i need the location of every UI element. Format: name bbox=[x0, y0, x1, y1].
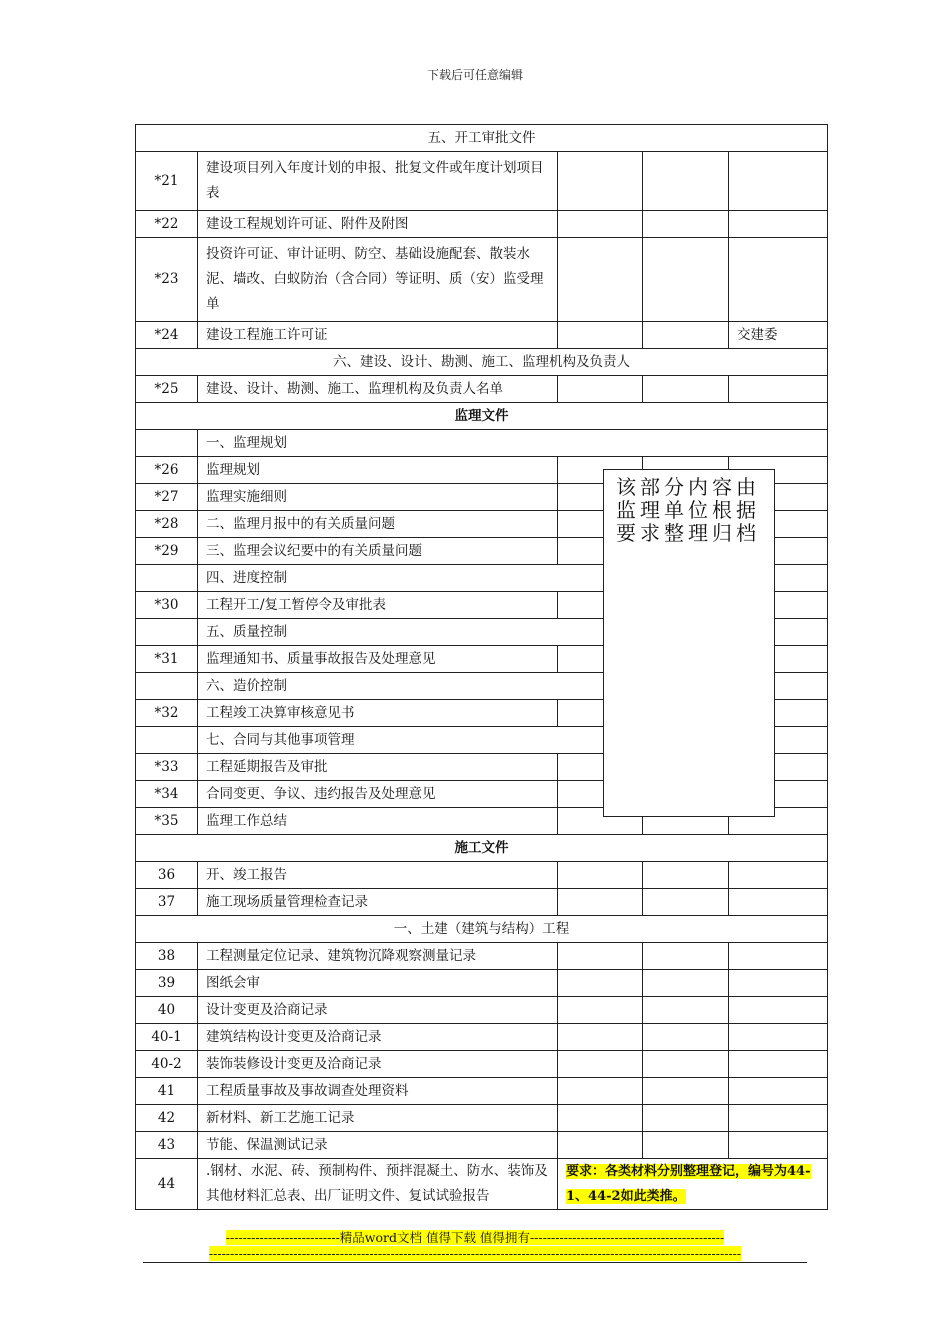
requirement-note: 要求：各类材料分别整理登记，编号为44-1、44-2如此类推。 bbox=[566, 1164, 811, 1204]
table-row bbox=[136, 970, 828, 997]
subsection-title: 一、监理规划 bbox=[198, 430, 828, 457]
blank-cell bbox=[558, 970, 643, 997]
item-title: 建设工程施工许可证 bbox=[198, 322, 558, 349]
item-number: *30 bbox=[136, 592, 198, 619]
item-number: 44 bbox=[136, 1159, 198, 1210]
item-title: 工程竣工决算审核意见书 bbox=[198, 700, 558, 727]
section-heading: 五、开工审批文件 bbox=[136, 125, 828, 152]
footer-rule bbox=[143, 1262, 807, 1263]
item-title: 建设项目列入年度计划的申报、批复文件或年度计划项目表 bbox=[198, 152, 558, 211]
table-row bbox=[136, 430, 828, 457]
blank-cell bbox=[558, 1078, 643, 1105]
blank-cell bbox=[558, 1132, 643, 1159]
blank-cell bbox=[643, 1024, 729, 1051]
remark-cell bbox=[729, 211, 828, 238]
item-number: 39 bbox=[136, 970, 198, 997]
item-number: *22 bbox=[136, 211, 198, 238]
item-number: *29 bbox=[136, 538, 198, 565]
requirement-note-cell bbox=[558, 1159, 828, 1210]
blank-cell bbox=[558, 376, 643, 403]
table-row bbox=[136, 125, 828, 152]
item-number: 36 bbox=[136, 862, 198, 889]
footer-line-2: ------------------------------------------------------------------------------------------------------------------------------ bbox=[208, 1246, 742, 1261]
item-title: 监理通知书、质量事故报告及处理意见 bbox=[198, 646, 558, 673]
blank-cell bbox=[643, 997, 729, 1024]
item-number: 37 bbox=[136, 889, 198, 916]
item-number: 43 bbox=[136, 1132, 198, 1159]
blank-cell bbox=[558, 211, 643, 238]
table-row bbox=[136, 403, 828, 430]
section-heading: 监理文件 bbox=[136, 403, 828, 430]
remark-cell bbox=[729, 1078, 828, 1105]
subsection-title: 四、进度控制 bbox=[198, 565, 828, 592]
item-number: *35 bbox=[136, 808, 198, 835]
item-number bbox=[136, 565, 198, 592]
item-number: 40-2 bbox=[136, 1051, 198, 1078]
blank-cell bbox=[558, 1105, 643, 1132]
section-heading: 六、建设、设计、勘测、施工、监理机构及负责人 bbox=[136, 349, 828, 376]
subsection-title: 六、造价控制 bbox=[198, 673, 828, 700]
item-title: 二、监理月报中的有关质量问题 bbox=[198, 511, 558, 538]
item-title: 工程质量事故及事故调查处理资料 bbox=[198, 1078, 558, 1105]
blank-cell bbox=[643, 211, 729, 238]
item-title: 图纸会审 bbox=[198, 970, 558, 997]
item-number: *32 bbox=[136, 700, 198, 727]
item-number: 38 bbox=[136, 943, 198, 970]
blank-cell bbox=[558, 943, 643, 970]
remark-cell bbox=[729, 862, 828, 889]
item-number: *23 bbox=[136, 238, 198, 322]
blank-cell bbox=[643, 1132, 729, 1159]
blank-cell bbox=[643, 1078, 729, 1105]
blank-cell bbox=[643, 862, 729, 889]
table-row bbox=[136, 1024, 828, 1051]
blank-cell bbox=[643, 1051, 729, 1078]
blank-cell bbox=[558, 997, 643, 1024]
item-title: 节能、保温测试记录 bbox=[198, 1132, 558, 1159]
remark-cell bbox=[729, 238, 828, 322]
item-number: *31 bbox=[136, 646, 198, 673]
remark-cell: 交建委 bbox=[729, 322, 828, 349]
item-number: 42 bbox=[136, 1105, 198, 1132]
remark-cell bbox=[729, 943, 828, 970]
remark-cell bbox=[729, 1024, 828, 1051]
item-title: 投资许可证、审计证明、防空、基础设施配套、散装水泥、墙改、白蚁防治（含合同）等证明、质（安）监受理单 bbox=[198, 238, 558, 322]
note-box bbox=[603, 469, 775, 817]
remark-cell bbox=[729, 376, 828, 403]
item-number: 40-1 bbox=[136, 1024, 198, 1051]
remark-cell bbox=[729, 1051, 828, 1078]
table-row bbox=[136, 943, 828, 970]
blank-cell bbox=[558, 1051, 643, 1078]
remark-cell bbox=[729, 1105, 828, 1132]
item-number bbox=[136, 430, 198, 457]
item-title: 合同变更、争议、违约报告及处理意见 bbox=[198, 781, 558, 808]
item-title: 建筑结构设计变更及洽商记录 bbox=[198, 1024, 558, 1051]
item-number bbox=[136, 673, 198, 700]
subsection-title: 七、合同与其他事项管理 bbox=[198, 727, 828, 754]
table-row bbox=[136, 835, 828, 862]
item-title: 装饰装修设计变更及洽商记录 bbox=[198, 1051, 558, 1078]
blank-cell bbox=[643, 970, 729, 997]
item-title: .钢材、水泥、砖、预制构件、预拌混凝土、防水、装饰及其他材料汇总表、出厂证明文件、复试试验报告 bbox=[198, 1159, 558, 1210]
item-title: 工程开工/复工暂停令及审批表 bbox=[198, 592, 558, 619]
remark-cell bbox=[729, 889, 828, 916]
item-number: 41 bbox=[136, 1078, 198, 1105]
blank-cell bbox=[643, 238, 729, 322]
blank-cell bbox=[558, 152, 643, 211]
table-row bbox=[136, 1078, 828, 1105]
item-title: 设计变更及洽商记录 bbox=[198, 997, 558, 1024]
blank-cell bbox=[558, 238, 643, 322]
table-row bbox=[136, 889, 828, 916]
table-row bbox=[136, 322, 828, 349]
table-row bbox=[136, 997, 828, 1024]
item-title: 三、监理会议纪要中的有关质量问题 bbox=[198, 538, 558, 565]
blank-cell bbox=[558, 889, 643, 916]
item-title: 新材料、新工艺施工记录 bbox=[198, 1105, 558, 1132]
section-heading: 施工文件 bbox=[136, 835, 828, 862]
blank-cell bbox=[558, 322, 643, 349]
item-number: *28 bbox=[136, 511, 198, 538]
blank-cell bbox=[643, 152, 729, 211]
remark-cell bbox=[729, 970, 828, 997]
section-heading: 一、土建（建筑与结构）工程 bbox=[136, 916, 828, 943]
item-number: 40 bbox=[136, 997, 198, 1024]
note-box-text: 该部分内容由监理单位根据要求整理归档 bbox=[616, 475, 760, 545]
blank-cell bbox=[643, 943, 729, 970]
table-row bbox=[136, 1159, 828, 1210]
item-number bbox=[136, 619, 198, 646]
blank-cell bbox=[643, 1105, 729, 1132]
table-row bbox=[136, 238, 828, 322]
footer bbox=[0, 1230, 950, 1262]
item-number: *21 bbox=[136, 152, 198, 211]
table-row bbox=[136, 211, 828, 238]
item-number: *27 bbox=[136, 484, 198, 511]
table-row bbox=[136, 376, 828, 403]
blank-cell bbox=[558, 1024, 643, 1051]
item-title: 开、竣工报告 bbox=[198, 862, 558, 889]
page-header: 下载后可任意编辑 bbox=[426, 68, 523, 82]
item-title: 监理实施细则 bbox=[198, 484, 558, 511]
table-row bbox=[136, 349, 828, 376]
footer-line-1: ---------------------------精品word文档 值得下载 值得拥有---------------------------------------------- bbox=[225, 1230, 725, 1245]
item-title: 监理规划 bbox=[198, 457, 558, 484]
item-title: 建设工程规划许可证、附件及附图 bbox=[198, 211, 558, 238]
item-number: *24 bbox=[136, 322, 198, 349]
item-number: *26 bbox=[136, 457, 198, 484]
table-row bbox=[136, 862, 828, 889]
item-title: 工程测量定位记录、建筑物沉降观察测量记录 bbox=[198, 943, 558, 970]
table-row bbox=[136, 1105, 828, 1132]
item-title: 监理工作总结 bbox=[198, 808, 558, 835]
remark-cell bbox=[729, 1132, 828, 1159]
blank-cell bbox=[558, 862, 643, 889]
item-number: *34 bbox=[136, 781, 198, 808]
item-number: *33 bbox=[136, 754, 198, 781]
table-row bbox=[136, 1132, 828, 1159]
blank-cell bbox=[643, 889, 729, 916]
subsection-title: 五、质量控制 bbox=[198, 619, 828, 646]
table-row bbox=[136, 916, 828, 943]
item-number bbox=[136, 727, 198, 754]
blank-cell bbox=[643, 322, 729, 349]
table-row bbox=[136, 1051, 828, 1078]
remark-cell bbox=[729, 152, 828, 211]
blank-cell bbox=[643, 376, 729, 403]
item-title: 建设、设计、勘测、施工、监理机构及负责人名单 bbox=[198, 376, 558, 403]
item-number: *25 bbox=[136, 376, 198, 403]
item-title: 工程延期报告及审批 bbox=[198, 754, 558, 781]
table-row bbox=[136, 152, 828, 211]
remark-cell bbox=[729, 997, 828, 1024]
item-title: 施工现场质量管理检查记录 bbox=[198, 889, 558, 916]
